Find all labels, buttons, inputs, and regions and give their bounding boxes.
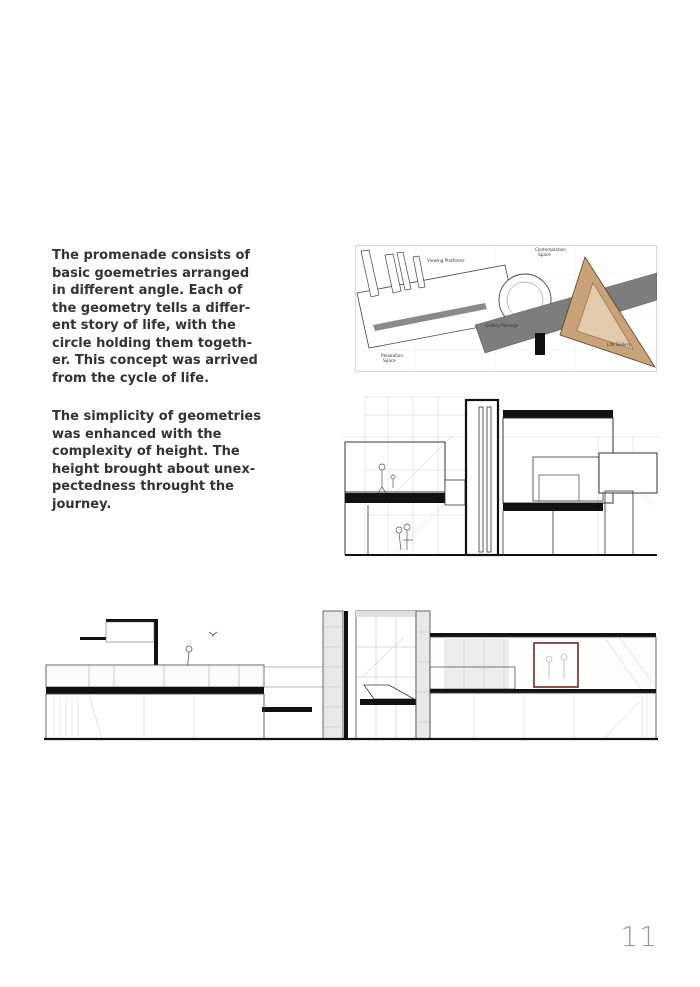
label-relaxation-2: Space bbox=[383, 358, 396, 363]
elev-glass-tower bbox=[356, 611, 416, 739]
elev-bird bbox=[209, 632, 217, 637]
section-tower bbox=[466, 400, 498, 555]
section-left-box bbox=[345, 442, 445, 492]
label-viewing-platforms: Viewing Platforms bbox=[427, 258, 465, 263]
label-contemplation-1: Contemplation bbox=[535, 247, 566, 252]
section-drawing bbox=[343, 395, 659, 560]
elev-right-base bbox=[430, 693, 656, 739]
plan-black-block bbox=[535, 333, 545, 355]
elev-pavilion-roof bbox=[106, 619, 156, 622]
elevation-drawing bbox=[44, 607, 658, 742]
elev-left-base bbox=[46, 694, 264, 739]
section-figures bbox=[378, 464, 413, 550]
section-right-roof bbox=[503, 410, 613, 418]
label-gallery-passage: Gallery Passage bbox=[485, 323, 519, 328]
section-right-slab bbox=[503, 503, 603, 511]
elev-gallery-frame bbox=[534, 643, 578, 687]
elev-brick-column-right bbox=[416, 611, 430, 739]
site-plan-drawing bbox=[355, 245, 657, 372]
elev-left-slab bbox=[46, 687, 264, 694]
elev-bridge-slab bbox=[360, 699, 420, 705]
elev-right-roof bbox=[430, 633, 656, 637]
label-contemplation-2: Space bbox=[538, 252, 551, 257]
elev-brick-column-left bbox=[323, 611, 343, 739]
page-number: 11 bbox=[620, 920, 658, 953]
height-paragraph: The simplicity of geometries was enhanced with the complexity of height. The height brought about unex- pectedness throught the journey. bbox=[52, 409, 261, 512]
elev-left-railing bbox=[46, 665, 264, 687]
label-relaxation-1: Relaxation bbox=[381, 353, 404, 358]
intro-paragraph: The promenade consists of basic goemetries arranged in different angle. Each of the geometry tells a differ- ent story of life, with the circle holding them togeth- er. This concept was arrived from the cycle of life. bbox=[52, 248, 258, 386]
label-life-gallery: Life Gallery bbox=[607, 342, 631, 347]
